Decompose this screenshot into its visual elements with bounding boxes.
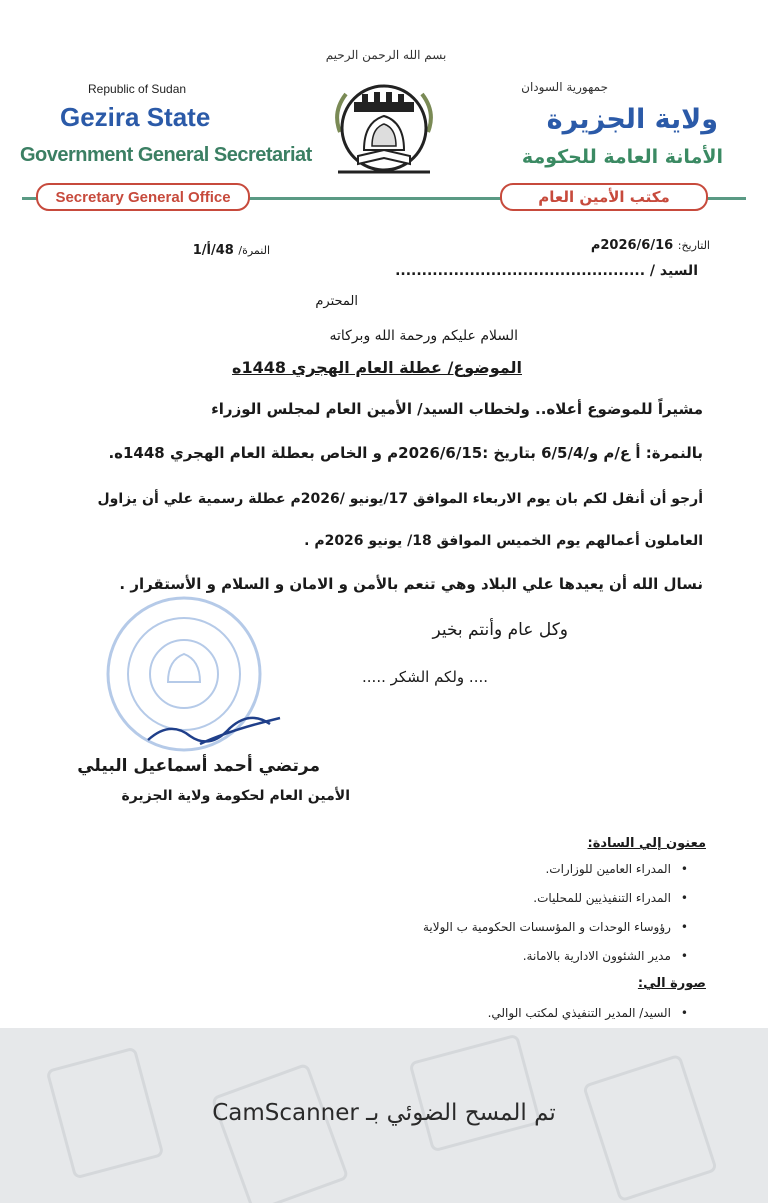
number-label: النمرة/ bbox=[238, 244, 270, 257]
greeting-line: السلام عليكم ورحمة الله وبركاته bbox=[329, 328, 518, 344]
date-value: 2026/6/16م bbox=[590, 238, 674, 253]
list-item: • السيد/ المدير التنفيذي لمكتب الوالي. bbox=[268, 1006, 688, 1020]
en-country-label: Republic of Sudan bbox=[88, 82, 187, 96]
signer-title: الأمين العام لحكومة ولاية الجزيرة bbox=[121, 788, 350, 804]
respected-label: المحترم bbox=[315, 294, 358, 309]
en-office-box: Secretary General Office bbox=[36, 183, 250, 211]
ar-country-label: جمهورية السودان bbox=[521, 80, 608, 94]
en-secretariat-title: Government General Secretariat bbox=[20, 144, 312, 166]
list-item: • مدير الشئوون الادارية بالامانة. bbox=[268, 949, 688, 978]
recipient-line: السيد / ............................................... bbox=[395, 263, 698, 279]
list-item: • المدراء التنفيذيين للمحليات. bbox=[268, 891, 688, 920]
ar-secretariat-title: الأمانة العامة للحكومة bbox=[521, 146, 723, 168]
paragraph-4: العاملون أعمالهم يوم الخميس الموافق 18/ يونيو 2026م . bbox=[304, 533, 703, 549]
date-label: التاريخ: bbox=[677, 239, 710, 252]
distribution-label: معنون إلي السادة: bbox=[587, 836, 706, 851]
number-value: 48/أ/1 bbox=[192, 243, 234, 258]
list-item: • رؤوساء الوحدات و المؤسسات الحكومية ب الولاية bbox=[268, 920, 688, 949]
paragraph-6: وكل عام وأنتم بخير bbox=[432, 620, 568, 640]
paragraph-2: بالنمرة: أ ع/م و/6/5/4 بتاريخ :2026/6/15م و الخاص بعطلة العام الهجري 1448ه. bbox=[108, 444, 703, 462]
ar-office-box: مكتب الأمين العام bbox=[500, 183, 708, 211]
subject-line: الموضوع/ عطلة العام الهجري 1448ه bbox=[232, 358, 522, 377]
ar-state-title: ولاية الجزيرة bbox=[546, 104, 718, 135]
paragraph-1: مشيراً للموضوع أعلاه.. ولخطاب السيد/ الأمين العام لمجلس الوزراء bbox=[211, 400, 703, 418]
copy-label: صورة الي: bbox=[637, 976, 706, 991]
handwritten-signature bbox=[140, 700, 290, 760]
date-line bbox=[510, 238, 710, 253]
paragraph-3: أرجو أن أنقل لكم بان يوم الاربعاء الموافق 17/يونيو /2026م عطلة رسمية علي أن يزاول bbox=[97, 491, 703, 507]
copy-list bbox=[268, 1006, 688, 1020]
state-emblem bbox=[318, 72, 450, 190]
paragraph-5: نسال الله أن يعيدها علي البلاد وهي تنعم بالأمن و الامان و السلام و الأستقرار . bbox=[119, 575, 703, 593]
paragraph-7: .... ولكم الشكر ..... bbox=[362, 668, 488, 686]
number-line bbox=[150, 243, 270, 258]
signer-name: مرتضي أحمد أسماعيل البيلي bbox=[77, 756, 320, 776]
camscanner-label: تم المسح الضوئي بـ CamScanner bbox=[212, 1100, 556, 1126]
basmala: بسم الله الرحمن الرحيم bbox=[325, 48, 447, 62]
en-state-title: Gezira State bbox=[60, 102, 211, 132]
list-item: • المدراء العامين للوزارات. bbox=[268, 862, 688, 891]
distribution-list bbox=[268, 862, 688, 978]
